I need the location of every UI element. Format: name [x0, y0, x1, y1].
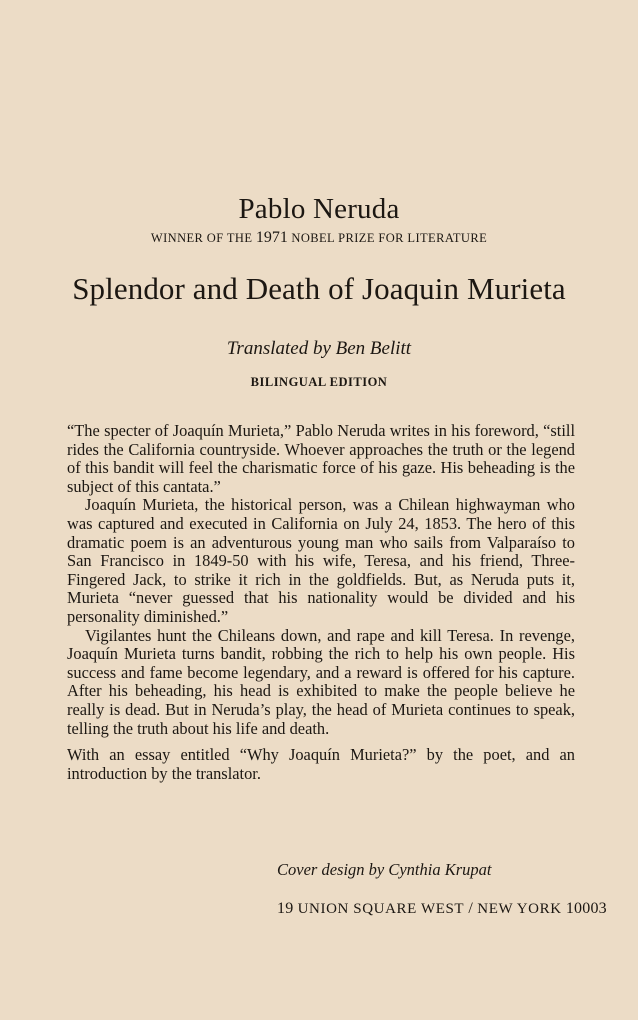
- description: [67, 422, 575, 783]
- address-number: 19: [277, 900, 294, 917]
- edition-label: BILINGUAL EDITION: [250, 375, 388, 389]
- address-separator: /: [468, 900, 474, 917]
- address-zip: 10003: [565, 900, 607, 917]
- publisher-address: [277, 900, 607, 918]
- author-name: Pablo Neruda: [238, 193, 400, 225]
- paragraph-foreword-quote: “The specter of Joaquín Murieta,” Pablo Neruda writes in his foreword, “still rides the California countryside. Whoever approaches the truth or the legend of this bandit will feel the charismatic force of his gaze. His beheading is the subject of this cantata.”: [67, 421, 575, 496]
- paragraph-essay-note: With an essay entitled “Why Joaquín Murieta?” by the poet, and an introduction by the translator.: [67, 745, 575, 783]
- prize-line: [0, 229, 638, 247]
- address-city: NEW YORK: [477, 901, 562, 917]
- paragraph-historical: Joaquín Murieta, the historical person, was a Chilean highwayman who was captured and executed in California on July 24, 1853. The hero of this dramatic poem is an adventurous young man who sails from Valparaíso to San Francisco in 1849-50 with his wife, Teresa, and his friend, Three-Fingered Jack, to strike it rich in the goldfields. But, as Neruda puts it, Murieta “never guessed that his nationality would be divided and his personality diminished.”: [67, 495, 575, 626]
- cover-design-credit: Cover design by Cynthia Krupat: [277, 860, 492, 879]
- paragraph-plot: Vigilantes hunt the Chileans down, and rape and kill Teresa. In revenge, Joaquín Murieta turns bandit, robbing the rich to help his own people. His success and fame become legendary, and a reward is offered for his capture. After his beheading, his head is exhibited to make the people believe he really is dead. But in Neruda’s play, the head of Murieta continues to speak, telling the truth about his life and death.: [67, 625, 575, 738]
- book-title: Splendor and Death of Joaquin Murieta: [72, 271, 566, 306]
- address-street: UNION SQUARE WEST: [297, 901, 465, 917]
- prize-prefix: WINNER OF THE: [150, 231, 256, 245]
- prize-year: 1971: [255, 229, 288, 246]
- prize-suffix: NOBEL PRIZE FOR LITERATURE: [287, 231, 488, 245]
- translator-credit: Translated by Ben Belitt: [226, 338, 412, 359]
